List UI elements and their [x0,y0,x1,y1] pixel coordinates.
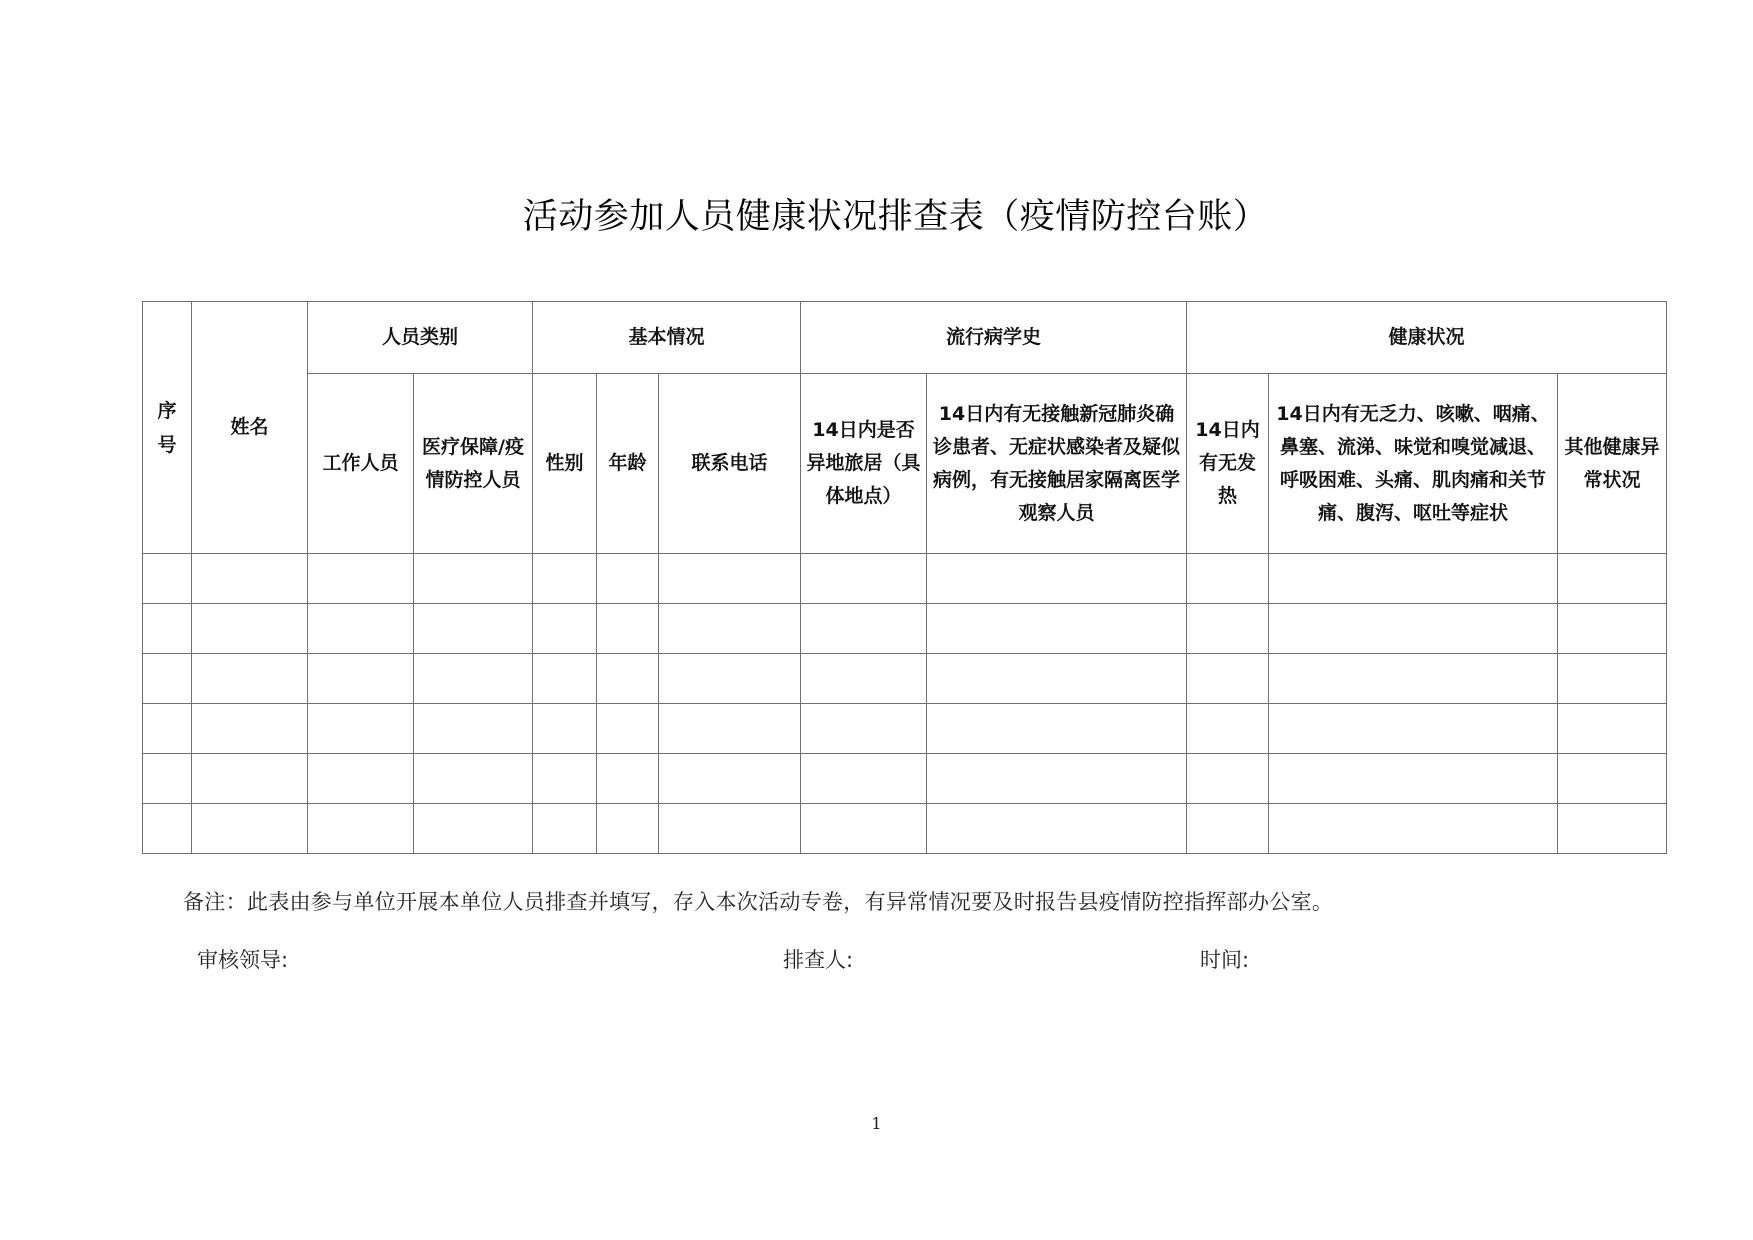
col-medical: 医疗保障/疫情防控人员 [414,374,533,554]
cell-age[interactable] [597,804,659,854]
header-personnel-type: 人员类别 [308,302,533,374]
cell-symptoms[interactable] [1269,654,1558,704]
cell-medical[interactable] [414,554,533,604]
cell-phone[interactable] [659,554,801,604]
cell-travel[interactable] [801,754,927,804]
header-name: 姓名 [192,302,308,554]
cell-contact[interactable] [927,654,1187,704]
cell-fever[interactable] [1187,804,1269,854]
cell-symptoms[interactable] [1269,804,1558,854]
cell-contact[interactable] [927,554,1187,604]
document-title: 活动参加人员健康状况排查表（疫情防控台账） [522,197,1269,237]
cell-age[interactable] [597,654,659,704]
header-row-groups [143,302,1667,374]
cell-medical[interactable] [414,804,533,854]
table-row [143,704,1667,754]
col-age: 年龄 [597,374,659,554]
cell-seq[interactable] [143,654,192,704]
cell-phone[interactable] [659,804,801,854]
col-gender: 性别 [533,374,597,554]
cell-name[interactable] [192,654,308,704]
page-number: 1 [871,1114,882,1133]
cell-gender[interactable] [533,704,597,754]
cell-symptoms[interactable] [1269,754,1558,804]
cell-medical[interactable] [414,704,533,754]
col-other: 其他健康异常状况 [1558,374,1667,554]
cell-contact[interactable] [927,704,1187,754]
cell-name[interactable] [192,754,308,804]
cell-medical[interactable] [414,604,533,654]
table-row [143,554,1667,604]
cell-other[interactable] [1558,804,1667,854]
cell-gender[interactable] [533,804,597,854]
cell-travel[interactable] [801,804,927,854]
cell-medical[interactable] [414,754,533,804]
cell-fever[interactable] [1187,754,1269,804]
cell-seq[interactable] [143,554,192,604]
cell-contact[interactable] [927,604,1187,654]
cell-phone[interactable] [659,754,801,804]
cell-seq[interactable] [143,804,192,854]
cell-seq[interactable] [143,604,192,654]
table-row [143,604,1667,654]
col-staff: 工作人员 [308,374,414,554]
time-label: 时间: [1200,948,1250,972]
cell-staff[interactable] [308,554,414,604]
cell-age[interactable] [597,704,659,754]
cell-staff[interactable] [308,654,414,704]
cell-symptoms[interactable] [1269,554,1558,604]
header-basic-info: 基本情况 [533,302,801,374]
table-row [143,804,1667,854]
cell-phone[interactable] [659,604,801,654]
cell-age[interactable] [597,754,659,804]
col-phone: 联系电话 [659,374,801,554]
cell-other[interactable] [1558,554,1667,604]
cell-symptoms[interactable] [1269,604,1558,654]
cell-travel[interactable] [801,704,927,754]
cell-name[interactable] [192,554,308,604]
header-seq: 序号 [143,302,192,554]
cell-seq[interactable] [143,754,192,804]
cell-contact[interactable] [927,754,1187,804]
table-row [143,754,1667,804]
cell-gender[interactable] [533,754,597,804]
cell-fever[interactable] [1187,604,1269,654]
header-epidemiology: 流行病学史 [801,302,1187,374]
cell-fever[interactable] [1187,704,1269,754]
col-contact: 14日内有无接触新冠肺炎确诊患者、无症状感染者及疑似病例，有无接触居家隔离医学观察人员 [927,374,1187,554]
cell-medical[interactable] [414,654,533,704]
cell-fever[interactable] [1187,554,1269,604]
cell-travel[interactable] [801,554,927,604]
header-health: 健康状况 [1187,302,1667,374]
header-row-columns [143,374,1667,554]
cell-other[interactable] [1558,654,1667,704]
cell-other[interactable] [1558,704,1667,754]
cell-symptoms[interactable] [1269,704,1558,754]
cell-staff[interactable] [308,704,414,754]
col-travel: 14日内是否异地旅居（具体地点） [801,374,927,554]
footnote: 备注：此表由参与单位开展本单位人员排查并填写，存入本次活动专卷，有异常情况要及时报告县疫情防控指挥部办公室。 [183,890,1334,914]
cell-travel[interactable] [801,604,927,654]
cell-name[interactable] [192,704,308,754]
cell-age[interactable] [597,604,659,654]
cell-other[interactable] [1558,754,1667,804]
cell-fever[interactable] [1187,654,1269,704]
table-row [143,654,1667,704]
cell-name[interactable] [192,604,308,654]
cell-staff[interactable] [308,804,414,854]
cell-gender[interactable] [533,604,597,654]
cell-gender[interactable] [533,554,597,604]
inspector-label: 排查人: [783,948,854,972]
cell-staff[interactable] [308,754,414,804]
cell-staff[interactable] [308,604,414,654]
cell-age[interactable] [597,554,659,604]
reviewer-label: 审核领导: [197,948,289,972]
cell-seq[interactable] [143,704,192,754]
cell-phone[interactable] [659,654,801,704]
health-screening-table [142,301,1667,854]
col-symptoms: 14日内有无乏力、咳嗽、咽痛、鼻塞、流涕、味觉和嗅觉减退、呼吸困难、头痛、肌肉痛和关节痛、腹泻、呕吐等症状 [1269,374,1558,554]
cell-contact[interactable] [927,804,1187,854]
col-fever: 14日内有无发热 [1187,374,1269,554]
cell-travel[interactable] [801,654,927,704]
cell-phone[interactable] [659,704,801,754]
cell-other[interactable] [1558,604,1667,654]
cell-name[interactable] [192,804,308,854]
cell-gender[interactable] [533,654,597,704]
